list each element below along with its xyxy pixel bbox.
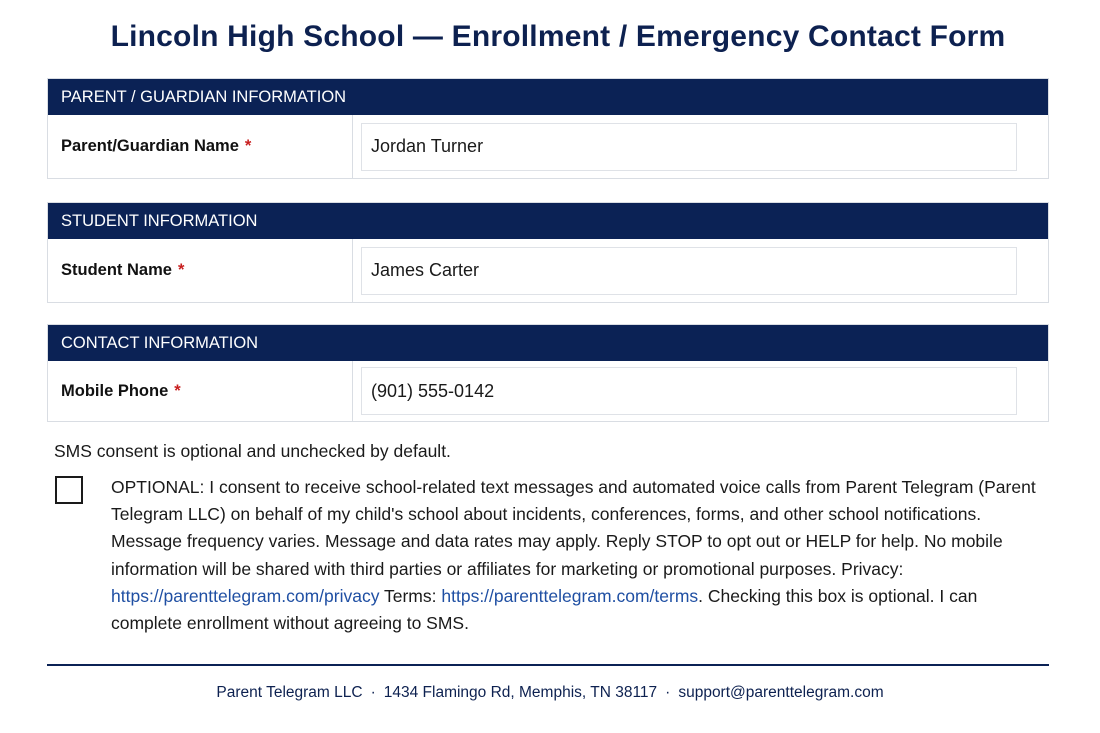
sms-consent-checkbox[interactable] [55, 476, 83, 504]
parent-guardian-name-label: Parent/Guardian Name [61, 137, 239, 155]
footer [0, 684, 1100, 702]
field-label [48, 239, 353, 302]
field-label [48, 115, 353, 178]
sms-consent-note: SMS consent is optional and unchecked by default. [54, 441, 451, 461]
section-header-student: STUDENT INFORMATION [48, 203, 1048, 239]
mobile-phone-input[interactable] [361, 367, 1017, 415]
consent-text-body: OPTIONAL: I consent to receive school-related text messages and automated voice calls from Parent Telegram (Parent Telegram LLC) on behalf of my child's school about incidents, conferences, forms, and other school notifications. Message frequency varies. Message and data rates may apply. Reply STOP to opt out or HELP for help. No mobile information will be shared with third parties or affiliates for marketing or promotional purposes. Privacy: [111, 477, 1036, 579]
terms-label: Terms: [379, 585, 442, 606]
page-title: Lincoln High School — Enrollment / Emergency Contact Form [110, 20, 1006, 53]
form-row [48, 239, 1048, 302]
footer-separator: · [370, 684, 376, 701]
footer-address: 1434 Flamingo Rd, Memphis, TN 38117 [383, 684, 658, 701]
footer-separator: · [665, 684, 671, 701]
student-name-label: Student Name [61, 261, 172, 279]
field-input-cell [353, 115, 1048, 178]
required-asterisk: * [177, 261, 185, 279]
parent-guardian-section [47, 78, 1049, 179]
section-header-parent-guardian: PARENT / GUARDIAN INFORMATION [48, 79, 1048, 115]
section-header-contact: CONTACT INFORMATION [48, 325, 1048, 361]
sms-consent-text [111, 474, 1041, 637]
required-asterisk: * [174, 381, 181, 400]
student-name-input[interactable] [361, 247, 1017, 295]
student-section [47, 202, 1049, 303]
form-row [48, 361, 1048, 421]
privacy-link[interactable]: https://parenttelegram.com/privacy [111, 585, 380, 606]
terms-link[interactable]: https://parenttelegram.com/terms [441, 585, 699, 606]
field-label [48, 361, 353, 421]
footer-divider [47, 664, 1049, 666]
contact-section [47, 324, 1049, 422]
footer-email[interactable]: support@parenttelegram.com [678, 684, 884, 701]
parent-guardian-name-input[interactable] [361, 123, 1017, 171]
required-asterisk: * [244, 137, 252, 155]
field-input-cell [353, 239, 1048, 302]
mobile-phone-label: Mobile Phone [61, 381, 169, 400]
footer-company: Parent Telegram LLC [216, 684, 363, 701]
field-input-cell [353, 361, 1048, 421]
form-row [48, 115, 1048, 178]
consent-text-closing: . Checking this box is optional. I can complete enrollment without agreeing to SMS. [111, 585, 978, 634]
